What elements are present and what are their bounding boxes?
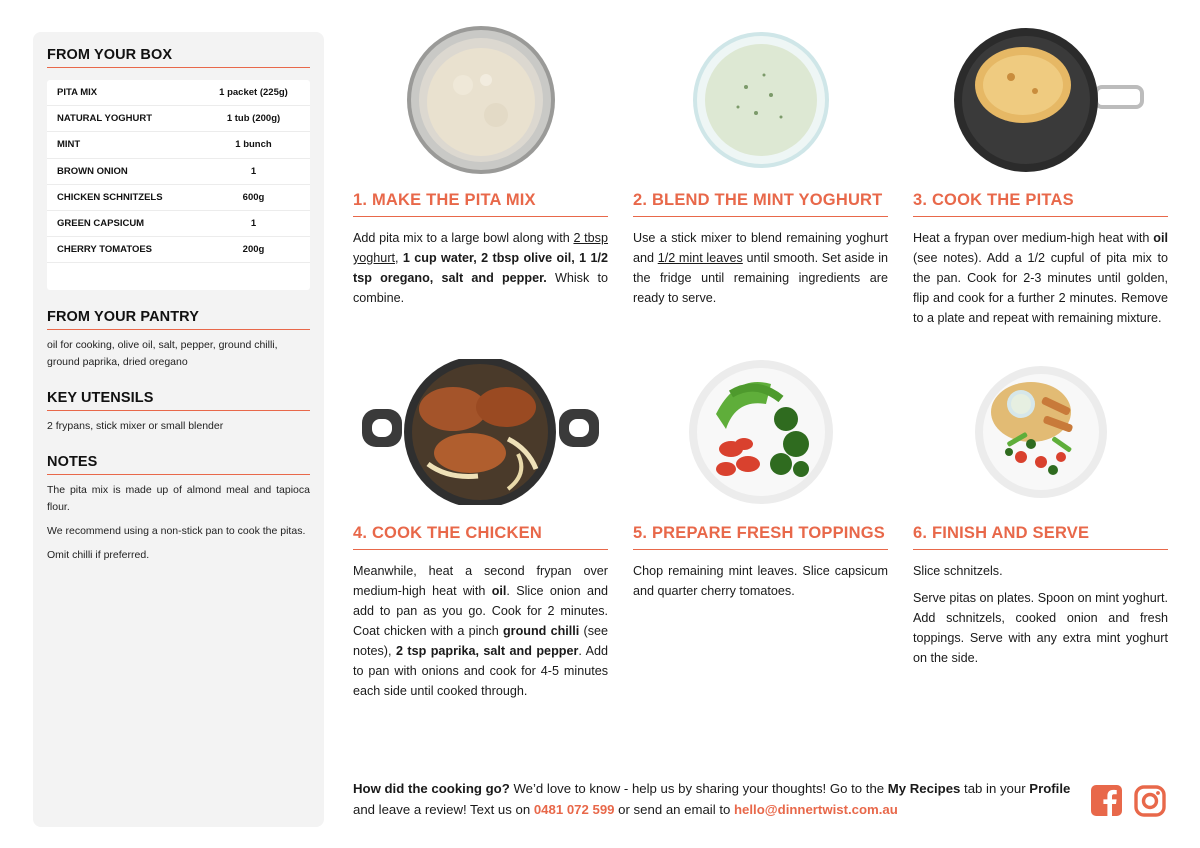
note-item: The pita mix is made up of almond meal and tapioca flour. [47, 484, 310, 513]
text: Serve pitas on plates. Spoon on mint yoghurt. Add schnitzels, cooked onion and fresh toppings. Serve with any extra mint yoghurt on the side. [913, 591, 1168, 665]
table-row [47, 106, 310, 132]
ingredient-name: CHICKEN SCHNITZELS [57, 191, 163, 203]
pantry-title: FROM YOUR PANTRY [47, 309, 310, 330]
pita-frypan-image [913, 25, 1168, 175]
fresh-toppings-plate-image [633, 357, 888, 507]
feedback-footer [353, 778, 1073, 820]
table-row [47, 237, 310, 263]
ingredient-qty: 1 bunch [235, 139, 272, 151]
ingredient-name: GREEN CAPSICUM [57, 218, 145, 230]
instagram-icon[interactable] [1134, 785, 1166, 817]
my-recipes-label: My Recipes [887, 781, 961, 796]
step-3-title: 3. COOK THE PITAS [913, 191, 1168, 217]
mint-yoghurt-bowl-image [633, 25, 888, 175]
text: until smooth. Set aside in the fridge until remaining ingredients are ready to serve. [633, 251, 888, 305]
table-row [47, 185, 310, 211]
bold-ingredients: 2 tsp paprika, salt and pepper [395, 644, 579, 658]
ingredient-name: CHERRY TOMATOES [57, 244, 153, 256]
ingredient-link: 2 tbsp yoghurt [353, 231, 608, 265]
ingredient-qty: 1 [250, 165, 257, 177]
ingredient-qty: 200g [242, 244, 265, 256]
utensils-title: KEY UTENSILS [47, 390, 310, 411]
text: Slice schnitzels. [913, 564, 1003, 578]
ingredient-name: PITA MIX [57, 87, 98, 99]
table-row [47, 80, 310, 106]
text: We’d love to know - help us by sharing your thoughts! Go to the [509, 781, 888, 796]
ingredient-qty: 1 tub (200g) [226, 113, 281, 125]
ingredient-link: 1/2 mint leaves [657, 251, 743, 265]
step-2-body [633, 228, 888, 308]
chicken-pan-image [353, 357, 608, 507]
text: Heat a frypan over medium-high heat with [913, 231, 1154, 245]
ingredient-name: BROWN ONION [57, 165, 128, 177]
ingredient-qty: 600g [242, 191, 265, 203]
text: Meanwhile, heat a second frypan over medium-high heat with [353, 564, 608, 598]
text: . Add to pan with onions and cook for 4-5 minutes each side until cooked through. [353, 644, 609, 698]
text: (see notes). Add a 1/2 cupful of pita mix to the pan. Cook for 2-3 minutes until golden, flip and cook for a further 2 minutes. Remove to a plate and repeat with remaining mixture. [913, 251, 1168, 325]
pantry-text: oil for cooking, olive oil, salt, pepper, ground chilli, ground paprika, dried oregano [47, 339, 278, 368]
step-1-body [353, 228, 608, 308]
bold-ingredients: 1 cup water, 2 tbsp olive oil, 1 1/2 tsp oregano, salt and pepper. [353, 251, 609, 285]
text: Use a stick mixer to blend remaining yoghurt and [633, 231, 888, 265]
utensils-text: 2 frypans, stick mixer or small blender [47, 420, 224, 432]
finished-dish-plate-image [913, 357, 1168, 507]
text: tab in your [960, 781, 1030, 796]
table-row [47, 159, 310, 185]
feedback-question: How did the cooking go? [353, 781, 510, 796]
step-2-title: 2. BLEND THE MINT YOGHURT [633, 191, 888, 217]
text: or send an email to [614, 802, 734, 817]
text: (see notes), [353, 624, 608, 658]
step-3-body [913, 228, 1168, 328]
bold-ingredients: oil [1153, 231, 1168, 245]
ingredient-qty: 1 [250, 218, 257, 230]
sidebar [33, 32, 324, 827]
box-ingredients-table [47, 80, 310, 290]
step-5-title: 5. PREPARE FRESH TOPPINGS [633, 524, 888, 550]
profile-label: Profile [1029, 781, 1071, 796]
step-6-body [913, 561, 1168, 668]
text: , [395, 251, 403, 265]
facebook-icon[interactable] [1091, 785, 1122, 816]
step-1-title: 1. MAKE THE PITA MIX [353, 191, 608, 217]
box-title: FROM YOUR BOX [47, 47, 310, 68]
bold-ingredients: oil [491, 584, 507, 598]
ingredient-qty: 1 packet (225g) [219, 87, 288, 99]
step-6-title: 6. FINISH AND SERVE [913, 524, 1168, 550]
step-5-body [633, 561, 888, 601]
table-row [47, 132, 310, 158]
text: Chop remaining mint leaves. Slice capsicum and quarter cherry tomatoes. [633, 564, 888, 598]
pita-mix-bowl-image [353, 25, 608, 175]
table-row [47, 211, 310, 237]
email-link[interactable]: hello@dinnertwist.com.au [734, 802, 898, 817]
bold-ingredients: ground chilli [502, 624, 580, 638]
text: Whisk to combine. [353, 271, 608, 305]
text: Add pita mix to a large bowl along with [353, 231, 574, 245]
phone-link[interactable]: 0481 072 599 [533, 802, 615, 817]
text: and leave a review! Text us on [353, 802, 534, 817]
note-item: We recommend using a non-stick pan to cook the pitas. [47, 525, 306, 537]
text: . Slice onion and add to pan as you go. Cook for 2 minutes. Coat chicken with a pinch [353, 584, 608, 638]
note-item: Omit chilli if preferred. [47, 549, 150, 561]
ingredient-name: NATURAL YOGHURT [57, 113, 152, 125]
notes-title: NOTES [47, 454, 310, 475]
step-4-title: 4. COOK THE CHICKEN [353, 524, 608, 550]
ingredient-name: MINT [57, 139, 81, 151]
step-4-body [353, 561, 608, 701]
